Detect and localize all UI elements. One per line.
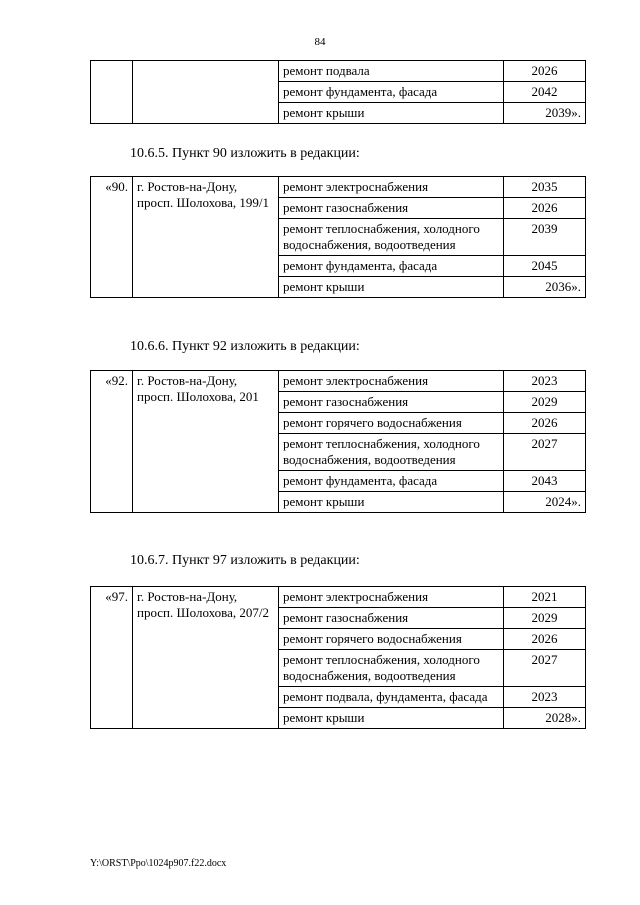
work-cell: ремонт теплоснабжения, холодного водоснабжения, водоотведения	[279, 434, 504, 471]
year-cell: 2026	[504, 413, 586, 434]
item-number-cell: «90.	[91, 177, 133, 298]
work-cell: ремонт крыши	[279, 103, 504, 124]
year-cell: 2039	[504, 219, 586, 256]
address-cell: г. Ростов-на-Дону, просп. Шолохова, 201	[133, 371, 279, 513]
item-number-cell	[91, 61, 133, 124]
year-cell: 2021	[504, 587, 586, 608]
year-cell: 2027	[504, 434, 586, 471]
instruction-paragraph: 10.6.5. Пункт 90 изложить в редакции:	[130, 146, 360, 161]
item-number-cell: «97.	[91, 587, 133, 729]
work-cell: ремонт фундамента, фасада	[279, 256, 504, 277]
year-cell: 2026	[504, 61, 586, 82]
work-cell: ремонт газоснабжения	[279, 608, 504, 629]
year-cell: 2026	[504, 198, 586, 219]
year-cell: 2035	[504, 177, 586, 198]
year-cell: 2045	[504, 256, 586, 277]
table-row	[91, 587, 586, 608]
table-row	[91, 61, 586, 82]
work-cell: ремонт крыши	[279, 708, 504, 729]
year-cell: 2029	[504, 392, 586, 413]
work-cell: ремонт теплоснабжения, холодного водоснабжения, водоотведения	[279, 650, 504, 687]
instruction-paragraph: 10.6.7. Пункт 97 изложить в редакции:	[130, 553, 360, 568]
page-number: 84	[314, 36, 326, 48]
work-cell: ремонт теплоснабжения, холодного водоснабжения, водоотведения	[279, 219, 504, 256]
schedule-table-continued	[90, 60, 586, 124]
work-cell: ремонт горячего водоснабжения	[279, 629, 504, 650]
year-cell: 2023	[504, 371, 586, 392]
year-cell: 2029	[504, 608, 586, 629]
work-cell: ремонт электроснабжения	[279, 587, 504, 608]
year-cell: 2023	[504, 687, 586, 708]
work-cell: ремонт электроснабжения	[279, 177, 504, 198]
schedule-table-item-92	[90, 370, 586, 513]
work-cell: ремонт газоснабжения	[279, 392, 504, 413]
work-cell: ремонт фундамента, фасада	[279, 82, 504, 103]
work-cell: ремонт электроснабжения	[279, 371, 504, 392]
address-cell	[133, 61, 279, 124]
year-cell: 2028».	[504, 708, 586, 729]
address-cell: г. Ростов-на-Дону, просп. Шолохова, 199/1	[133, 177, 279, 298]
year-cell: 2027	[504, 650, 586, 687]
instruction-paragraph: 10.6.6. Пункт 92 изложить в редакции:	[130, 339, 360, 354]
table-row	[91, 177, 586, 198]
year-cell: 2039».	[504, 103, 586, 124]
work-cell: ремонт крыши	[279, 492, 504, 513]
work-cell: ремонт газоснабжения	[279, 198, 504, 219]
table-row	[91, 371, 586, 392]
year-cell: 2024».	[504, 492, 586, 513]
work-cell: ремонт фундамента, фасада	[279, 471, 504, 492]
work-cell: ремонт крыши	[279, 277, 504, 298]
year-cell: 2042	[504, 82, 586, 103]
year-cell: 2036».	[504, 277, 586, 298]
work-cell: ремонт подвала	[279, 61, 504, 82]
schedule-table-item-97	[90, 586, 586, 729]
work-cell: ремонт подвала, фундамента, фасада	[279, 687, 504, 708]
year-cell: 2043	[504, 471, 586, 492]
year-cell: 2026	[504, 629, 586, 650]
work-cell: ремонт горячего водоснабжения	[279, 413, 504, 434]
document-file-path: Y:\ORST\Ppo\1024p907.f22.docx	[90, 858, 227, 869]
schedule-table-item-90	[90, 176, 586, 298]
address-cell: г. Ростов-на-Дону, просп. Шолохова, 207/2	[133, 587, 279, 729]
item-number-cell: «92.	[91, 371, 133, 513]
